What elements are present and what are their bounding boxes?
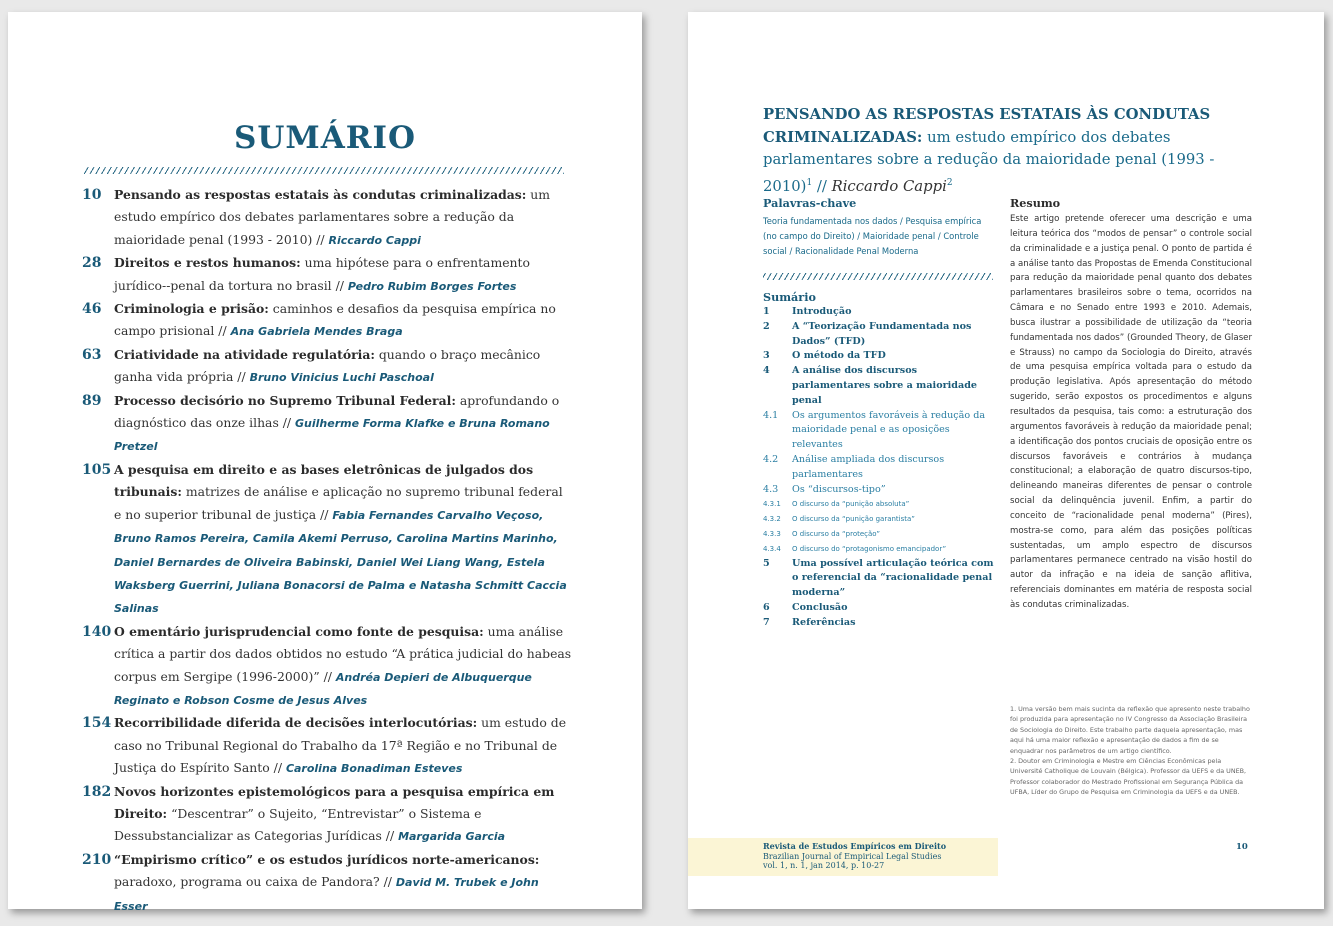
summary-heading: Sumário	[763, 290, 816, 304]
toc-entry-title: O ementário jurisprudencial como fonte de pesquisa:	[114, 623, 484, 639]
article-author: Riccardo Cappi	[831, 177, 947, 195]
toc-entry-description: um estudo empírico dos debates parlamentares sobre a redução da maioridade penal (1993 - 2010) //	[114, 187, 551, 247]
toc-entry-authors: David M. Trubek e John Esser	[114, 876, 539, 913]
toc-entry[interactable]	[82, 712, 572, 780]
toc-entry-text	[114, 252, 572, 298]
toc-entry-title: Processo decisório no Supremo Tribunal Federal:	[114, 392, 456, 408]
article-title-caps: PENSANDO AS RESPOSTAS ESTATAIS ÀS CONDUTAS CRIMINALIZADAS:	[763, 106, 1211, 146]
footnote-ref-2[interactable]: 2	[946, 177, 953, 188]
title-separator: //	[812, 177, 832, 195]
summary-item-label: O método da TFD	[792, 350, 886, 362]
article-title	[763, 104, 1263, 198]
toc-page-number: 10	[82, 187, 102, 203]
toc-entry-text	[114, 459, 572, 621]
summary-item[interactable]	[763, 542, 995, 557]
toc-entry-text	[114, 781, 572, 849]
summary-item-label: O discurso da “punição garantista”	[792, 515, 915, 524]
summary-item[interactable]	[763, 483, 995, 498]
toc-entry-text	[114, 621, 572, 713]
toc-page-number: 89	[82, 392, 102, 409]
toc-page-number: 28	[82, 255, 102, 272]
toc-entry-title: Pensando as respostas estatais às condutas criminalizadas:	[114, 187, 527, 202]
toc-page-number: 63	[82, 346, 102, 363]
abstract-text: Este artigo pretende oferecer uma descrição e uma leitura teórica dos “modos de pensar” o controle social da criminalidade e a justiça penal. O ponto de partida é a análise tanto das Propostas de Emenda Constitucional para redução da maioridade penal quanto dos debates parlamentares brasileiros sobre o tema, ocorridos na Câmara e no Senado entre 1993 e 2010. Ademais, busca ilustrar a possibilidade de utilização da “teoria fundamentada nos dados” (Grounded Theory, de Glaser e Strauss) no campo da Sociologia do Direito, através de uma pesquisa empírica voltada para o estudo da produção legislativa. Após apresentação do método sugerido, serão expostos os procedimentos e alguns resultados da pesquisa, tais como: a estruturação dos argumentos favoráveis à redução da maioridade penal; a identificação dos pontos cruciais de oposição entre os discursos favoráveis e contrários à mudança constitucional; a elaboração de quatro discursos-tipo, delineando maneiras diferentes de pensar o controle social da delinquência juvenil. Enfim, a partir do conceito de “racionalidade penal moderna” (Pires), mostra-se como, para além das posições políticas sustentadas, um amplo espectro de discursos parlamentares permanece centrado na visão hostil do autor da infração e na ideia de sanção aflitiva, referenciais dominantes em matéria de resposta social às condutas criminalizadas.	[1010, 214, 1252, 610]
toc-entry-text	[114, 849, 572, 918]
toc-entry-title: “Empirismo crítico” e os estudos jurídicos norte-americanos:	[114, 851, 540, 867]
toc-entry-description: matrizes de análise e aplicação no supremo tribunal federal e no superior tribunal de justiça //	[114, 484, 563, 522]
summary-item-label: Os argumentos favoráveis à redução da maioridade penal e as oposições relevantes	[792, 409, 986, 451]
journal-info	[763, 842, 946, 871]
toc-entry-title: Criminologia e prisão:	[114, 301, 269, 317]
summary-item-label: Os “discursos-tipo”	[792, 483, 886, 495]
summary-item-number: 7	[763, 616, 770, 628]
toc-entry-title: Criatividade na atividade regulatória:	[114, 346, 375, 362]
summary-item-number: 2	[763, 320, 770, 332]
toc-entry[interactable]	[82, 252, 572, 298]
left-page	[8, 12, 642, 913]
toc-entry[interactable]	[82, 621, 572, 713]
summary-item-number: 5	[763, 557, 770, 569]
summary-item[interactable]	[763, 305, 995, 320]
footnote-1: 1. Uma versão bem mais sucinta da reflexão que apresento neste trabalho foi produzida para apresentação no IV Congresso da Associação Brasileira de Sociologia do Direito. Este trabalho parte daquela apresentação, mas aqui há uma maior reflexão e apresentação de dados a fim de se enquadrar nos parâmetros de um artigo científico.	[1010, 705, 1250, 755]
toc-entry-title: Recorribilidade diferida de decisões interlocutórias:	[114, 715, 478, 731]
summary-item-number: 4.3	[763, 483, 779, 495]
toc-entry-text	[114, 298, 572, 344]
toc-entry[interactable]	[82, 781, 572, 849]
toc-entry-description: paradoxo, programa ou caixa de Pandora? //	[114, 874, 396, 890]
left-column	[763, 196, 995, 631]
hatch-divider	[84, 167, 564, 174]
hatch-divider	[763, 273, 993, 280]
toc-page-number: 140	[82, 623, 112, 640]
toc-entry-description: caminhos e desafios da pesquisa empírica no campo prisional //	[114, 301, 556, 339]
summary-item-number: 4.3.1	[763, 500, 781, 509]
page-title: SUMÁRIO	[233, 120, 417, 156]
summary-item[interactable]	[763, 349, 995, 364]
toc-entry[interactable]	[82, 459, 572, 621]
page-number: 10	[1236, 842, 1248, 852]
keywords-text: Teoria fundamentada nos dados / Pesquisa empírica (no campo do Direito) / Maioridade penal / Controle social / Racionalidade Penal Moderna	[763, 216, 982, 256]
toc-entry-description: aprofundando o diagnóstico das onze ilhas //	[114, 392, 560, 431]
toc-entry[interactable]	[82, 849, 572, 918]
footnote-2: 2. Doutor em Criminologia e Mestre em Ciências Econômicas pela Université Catholique de Louvain (Bélgica). Professor da UEFS e da UNEB, Professor colaborador do Mestrado Profissional em Segurança Pública da UFBA, Líder do Grupo de Pesquisa em Criminologia da UEFS e da UNEB.	[1010, 757, 1247, 797]
toc-entry-description: um estudo de caso no Tribunal Regional do Trabalho da 17ª Região e no Tribunal de Justiça do Espírito Santo //	[114, 715, 567, 776]
toc-entry-authors: Guilherme Forma Klafke e Bruna Romano Pretzel	[114, 417, 550, 454]
summary-item-label: Uma possível articulação teórica com o referencial da “racionalidade penal moderna”	[792, 557, 994, 599]
toc-entry-authors: Bruno Vinicius Luchi Paschoal	[249, 371, 434, 385]
toc-entry-authors: Carolina Bonadiman Esteves	[285, 762, 463, 776]
summary-item-number: 3	[763, 350, 770, 362]
summary-item-number: 4.3.2	[763, 515, 781, 524]
toc-page-number: 46	[82, 301, 102, 318]
article-title-rest: um estudo empírico dos debates parlamentares sobre a redução da maioridade penal (1993 - 2010)	[763, 128, 1215, 195]
toc-entry[interactable]	[82, 184, 572, 252]
summary-item[interactable]	[763, 320, 995, 350]
summary-item-number: 4.3.4	[763, 544, 781, 553]
summary-item[interactable]	[763, 409, 995, 453]
summary-item-number: 4.3.3	[763, 529, 781, 538]
summary-item-label: A análise dos discursos parlamentares sobre a maioridade penal	[792, 365, 978, 406]
toc-entry-description: “Descentrar” o Sujeito, “Entrevistar” o Sistema e Dessubstancializar as Categorias Jurídicas //	[114, 805, 482, 844]
right-page	[688, 12, 1324, 909]
summary-item-label: O discurso da “punição absoluta”	[792, 500, 910, 509]
summary-item[interactable]	[763, 616, 995, 631]
toc-entry-description: uma análise crítica a partir dos dados obtidos no estudo “A prática judicial do habeas corpus em Sergipe (1996-2000)” //	[114, 623, 572, 684]
toc-entry[interactable]	[82, 390, 572, 459]
summary-item-label: Análise ampliada dos discursos parlamentares	[792, 453, 945, 480]
journal-title: Revista de Estudos Empíricos em Direito	[763, 841, 947, 851]
article-summary-list	[763, 305, 995, 631]
summary-item[interactable]	[763, 557, 995, 601]
toc-entry-title: Direitos e restos humanos:	[114, 255, 301, 271]
toc-entry-authors: Fabia Fernandes Carvalho Veçoso, Bruno Ramos Pereira, Camila Akemi Perruso, Carolina Martins Marinho, Daniel Bernardes de Oliveira Babinski, Daniel Wei Liang Wang, Estela Waksberg Guerrini, Juliana Bonacorsi de Palma e Natasha Schmitt Caccia Salinas	[114, 508, 567, 616]
keywords-heading: Palavras-chave	[763, 196, 857, 210]
summary-item-label: O discurso da “proteção”	[792, 529, 880, 538]
toc-entry-text	[114, 184, 572, 252]
summary-item[interactable]	[763, 601, 995, 616]
journal-volume: vol. 1, n. 1, jan 2014, p. 10-27	[763, 861, 885, 871]
summary-item[interactable]	[763, 364, 995, 408]
toc-page-number: 182	[82, 783, 112, 800]
summary-item-label: Referências	[792, 616, 856, 628]
summary-item-label: Conclusão	[792, 601, 848, 613]
abstract-heading: Resumo	[1010, 196, 1061, 210]
summary-item[interactable]	[763, 497, 995, 512]
toc-entry-description: quando o braço mecânico ganha vida própria //	[114, 346, 541, 385]
summary-item-label: O discurso do “protagonismo emancipador”	[792, 544, 947, 553]
journal-subtitle: Brazilian Journal of Empirical Legal Studies	[763, 851, 942, 861]
summary-item[interactable]	[763, 453, 995, 483]
toc-entry-title: A pesquisa em direito e as bases eletrônicas de julgados dos tribunais:	[114, 461, 534, 500]
toc-entry[interactable]	[82, 344, 572, 390]
footnote-ref-1[interactable]: 1	[806, 177, 813, 188]
toc-entry-text	[114, 390, 572, 459]
footnotes	[1010, 704, 1252, 798]
toc-entry-authors: Andréa Depieri de Albuquerque Reginato e Robson Cosme de Jesus Alves	[114, 670, 532, 707]
summary-item-number: 4.2	[763, 453, 779, 465]
right-column	[1010, 196, 1252, 613]
summary-item[interactable]	[763, 512, 995, 527]
toc-page-number: 105	[82, 461, 112, 478]
summary-item-label: Introdução	[792, 306, 852, 317]
summary-item-number: 6	[763, 601, 770, 613]
toc-entry-description: uma hipótese para o enfrentamento jurídico--penal da tortura no brasil //	[114, 255, 530, 293]
summary-item-label: A “Teorização Fundamentada nos Dados” (TFD)	[792, 320, 972, 347]
summary-item-number: 4.1	[763, 409, 779, 421]
toc-entry-authors: Pedro Rubim Borges Fortes	[347, 279, 517, 293]
table-of-contents	[82, 184, 572, 918]
toc-entry-text	[114, 712, 572, 780]
toc-entry-text	[114, 344, 572, 390]
toc-entry-authors: Riccardo Cappi	[328, 233, 421, 247]
toc-entry-authors: Ana Gabriela Mendes Braga	[230, 325, 403, 339]
summary-item-number: 4	[763, 365, 770, 377]
toc-entry[interactable]	[82, 298, 572, 344]
summary-item[interactable]	[763, 527, 995, 542]
toc-page-number: 210	[82, 851, 112, 868]
toc-entry-title: Novos horizontes epistemológicos para a pesquisa empírica em Direito:	[114, 783, 555, 821]
summary-item-number: 1	[763, 306, 770, 317]
toc-page-number: 154	[82, 715, 112, 732]
toc-entry-authors: Margarida Garcia	[398, 830, 506, 844]
